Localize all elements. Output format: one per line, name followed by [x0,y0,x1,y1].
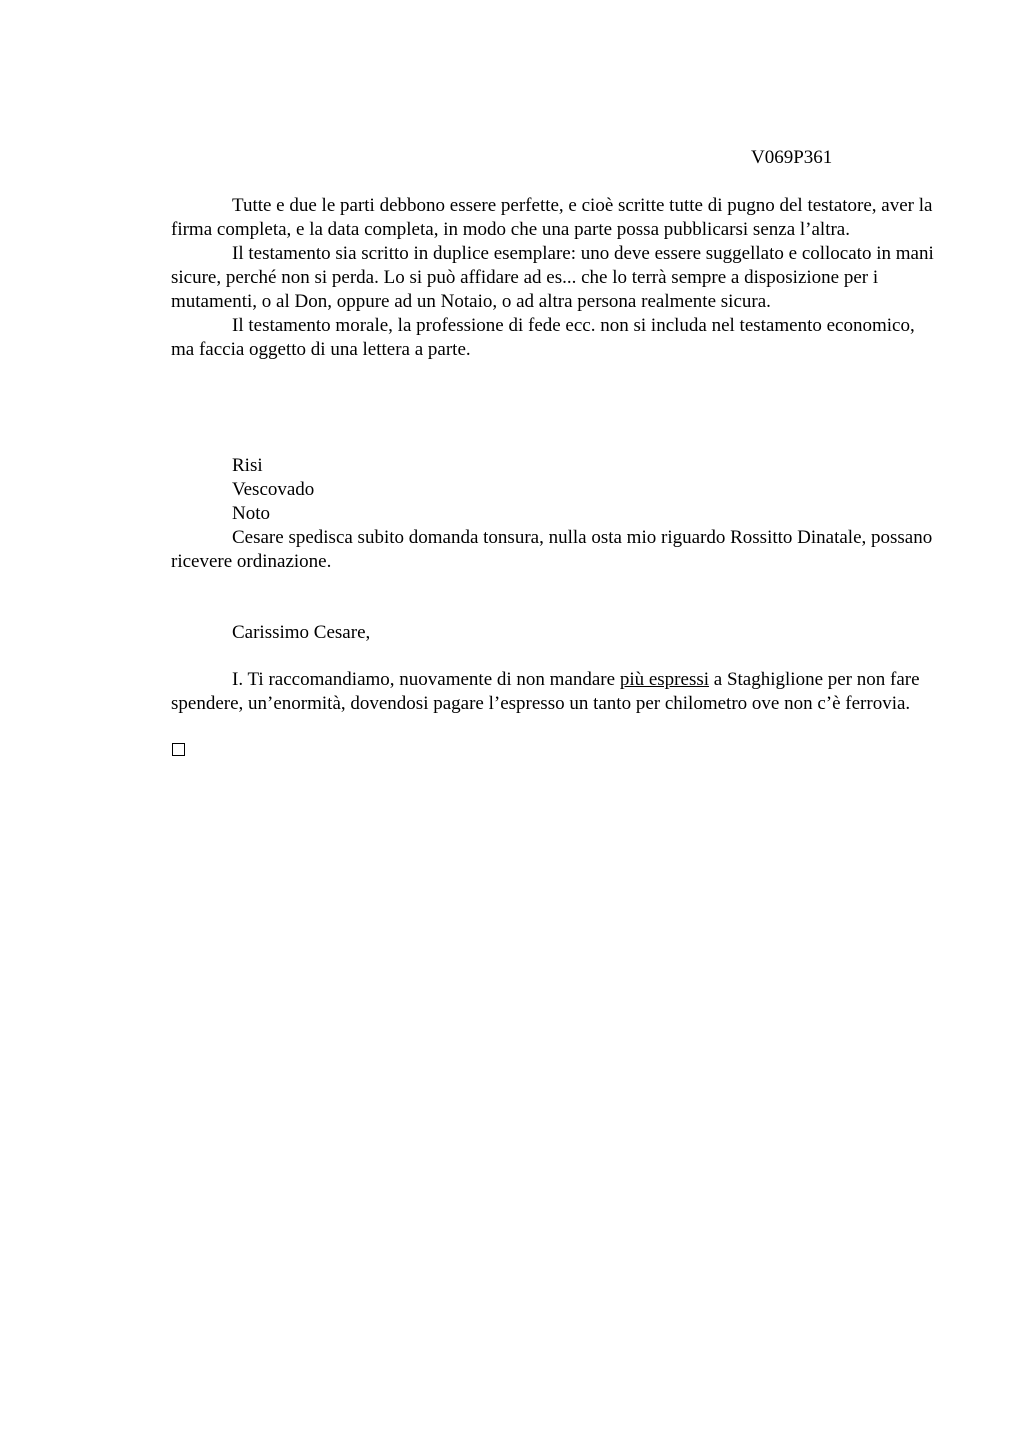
salutation-block [171,621,941,645]
page-code: V069P361 [751,147,833,168]
telegram-body: Cesare spedisca subito domanda tonsura, nulla osta mio riguardo Rossitto Dinatale, possano ricevere ordinazione. [171,527,933,572]
point-1-underlined: più espressi [619,669,710,690]
paragraph: Tutte e due le parti debbono essere perfette, e cioè scritte tutte di pugno del testatore, aver la firma completa, e la data completa, in modo che una parte possa pubblicarsi senza l’altra. [171,195,933,240]
letter-point [171,668,941,716]
point-1 [171,668,941,716]
telegram-block [171,454,941,574]
paragraph: Il testamento morale, la professione di fede ecc. non si includa nel testamento economico, ma faccia oggetto di una lettera a parte. [171,315,915,360]
paragraph: Il testamento sia scritto in duplice esemplare: uno deve essere suggellato e collocato in mani sicure, perché non si perda. Lo si può affidare ad es... che lo terrà sempre a disposizione per i mutamenti, o al Don, oppure ad un Notaio, o ad altra persona realmente sicura. [171,243,934,312]
telegram-city: Noto [232,503,270,524]
checkbox-icon [172,743,185,756]
testament-instructions [171,194,941,362]
point-1-text-end: a Staghiglione per non fare spendere, un’enormità, dovendosi pagare l’espresso un tanto per chilometro ove non c’è ferrovia. [171,669,920,714]
telegram-recipient: Risi [232,455,263,476]
point-1-text-start: I. Ti raccomandiamo, nuovamente di non mandare [232,669,620,690]
telegram-address: Vescovado [232,479,315,500]
salutation: Carissimo Cesare, [232,622,371,643]
